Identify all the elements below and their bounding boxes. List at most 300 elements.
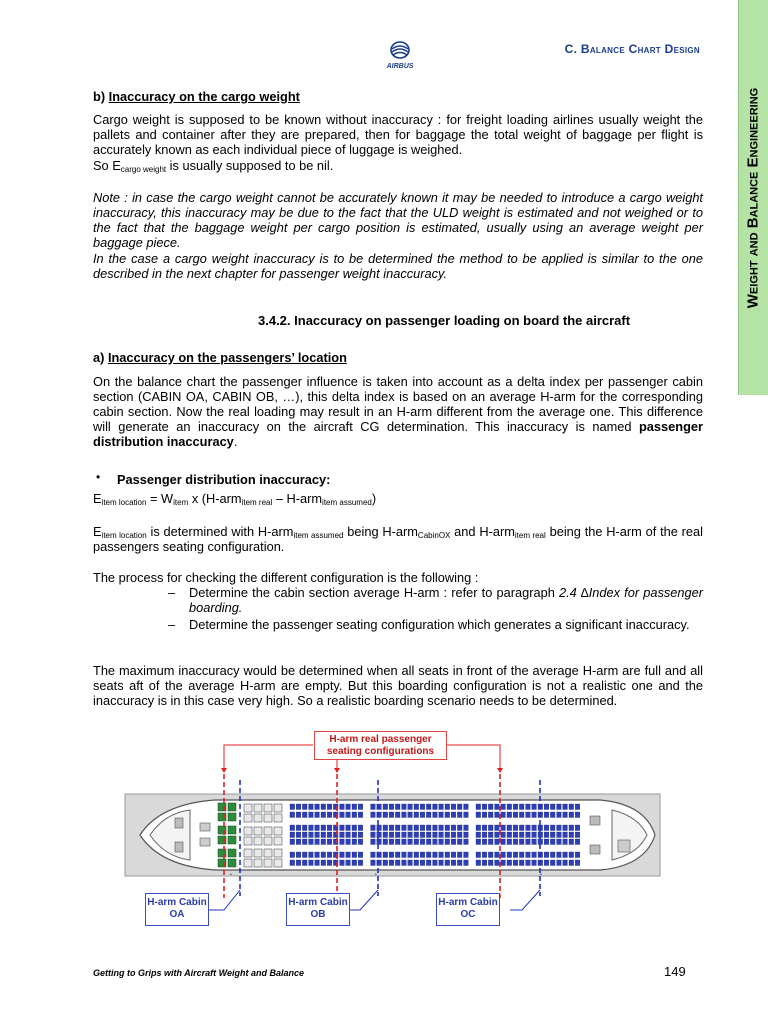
seat (352, 860, 357, 866)
seat (228, 813, 236, 821)
seat (383, 804, 388, 810)
seat (254, 827, 262, 835)
seat (557, 839, 562, 845)
seat (321, 804, 326, 810)
seat (563, 832, 568, 838)
seat (575, 812, 580, 818)
formula-minus: – H-arm (272, 491, 323, 506)
cargo-p2-sub: cargo weight (120, 165, 167, 174)
explain-t5: being the H-arm of the real passengers seating configuration. (93, 524, 703, 554)
seat (254, 859, 262, 867)
seat (569, 812, 574, 818)
seat (575, 860, 580, 866)
seat (389, 812, 394, 818)
seat (371, 852, 376, 858)
seat (495, 812, 500, 818)
seat (302, 804, 307, 810)
side-tab-label-wrap (738, 0, 768, 395)
seat (550, 852, 555, 858)
seat (451, 804, 456, 810)
economy-seats (290, 804, 580, 866)
seat (557, 804, 562, 810)
seat (457, 860, 462, 866)
seat (557, 832, 562, 838)
seat (544, 832, 549, 838)
seat (488, 825, 493, 831)
seat (346, 860, 351, 866)
seat (389, 852, 394, 858)
formula (93, 491, 376, 506)
seat (264, 804, 272, 812)
seat (352, 812, 357, 818)
seat (346, 839, 351, 845)
seat (321, 852, 326, 858)
cargo-paragraph-2 (93, 158, 703, 173)
seat (420, 852, 425, 858)
seat (501, 825, 506, 831)
seat (426, 832, 431, 838)
cabin-marker: • (230, 872, 232, 878)
lavatory-block (590, 816, 600, 825)
leader-ob (348, 890, 378, 910)
formula-assumed-sub: item assumed (322, 498, 372, 507)
seat (513, 825, 518, 831)
seat (420, 839, 425, 845)
seat (482, 852, 487, 858)
seat (296, 832, 301, 838)
seat (228, 859, 236, 867)
seat (315, 852, 320, 858)
seat (445, 860, 450, 866)
seat (488, 812, 493, 818)
location-p1-end: . (233, 434, 238, 449)
seat (383, 812, 388, 818)
seat (383, 860, 388, 866)
seat (244, 837, 252, 845)
seat (451, 839, 456, 845)
cargo-paragraph-1: Cargo weight is supposed to be known without inaccuracy : for freight loading airlines usually weight the pallets and container after they are prepared, then for baggage the total weight of baggage per flight is accurately known as each individual piece of luggage is weighed. (93, 112, 703, 157)
seat (482, 825, 487, 831)
seat (218, 826, 226, 834)
location-heading-prefix: a) (93, 350, 108, 365)
seat (519, 825, 524, 831)
seat (544, 852, 549, 858)
seat (327, 832, 332, 838)
seat (495, 832, 500, 838)
seat (439, 825, 444, 831)
seat (340, 825, 345, 831)
seat (569, 839, 574, 845)
seat (563, 825, 568, 831)
seat (395, 804, 400, 810)
seat (346, 812, 351, 818)
seat (254, 849, 262, 857)
seat (296, 852, 301, 858)
seat (507, 860, 512, 866)
section-header-title: C. Balance Chart Design (564, 42, 700, 56)
process-item-2: Determine the passenger seating configuration which generates a significant inaccuracy. (189, 617, 690, 632)
seat (513, 852, 518, 858)
seat (408, 832, 413, 838)
seat (495, 860, 500, 866)
seat (519, 832, 524, 838)
seat (544, 825, 549, 831)
explain-paragraph (93, 524, 703, 554)
seat (532, 839, 537, 845)
footer-page-number: 149 (664, 964, 686, 979)
airbus-logo (382, 40, 418, 64)
seat (290, 860, 295, 866)
formula-real-sub: item real (241, 498, 273, 507)
seat (340, 852, 345, 858)
seat (563, 804, 568, 810)
seat (550, 860, 555, 866)
seat (302, 812, 307, 818)
seat (358, 860, 363, 866)
seat (445, 812, 450, 818)
formula-w-sub: item (173, 498, 189, 507)
seat (346, 804, 351, 810)
seat (488, 852, 493, 858)
leader-oc (510, 890, 540, 910)
seat (408, 812, 413, 818)
seat (371, 839, 376, 845)
seat (254, 837, 262, 845)
seat (433, 804, 438, 810)
max-inaccuracy-paragraph: The maximum inaccuracy would be determined when all seats in front of the average H-arm are full and all seats aft of the average H-arm are empty. But this boarding configuration is not a realistic one and the inaccuracy is in this case very high. So a realistic boarding scenario needs to be determined. (93, 663, 703, 708)
seat (488, 804, 493, 810)
seat (495, 839, 500, 845)
seat (426, 825, 431, 831)
seat (451, 832, 456, 838)
seat (526, 852, 531, 858)
seat (563, 812, 568, 818)
seat (488, 832, 493, 838)
seat (464, 839, 469, 845)
seat (476, 825, 481, 831)
seat (476, 860, 481, 866)
seat (482, 804, 487, 810)
seat (218, 813, 226, 821)
seat (544, 812, 549, 818)
seat (309, 812, 314, 818)
cargo-p2-end: is usually supposed to be nil. (166, 158, 334, 173)
seat (315, 839, 320, 845)
airbus-logo-text: AIRBUS (386, 63, 414, 70)
seat (244, 814, 252, 822)
seat (296, 860, 301, 866)
seat (532, 825, 537, 831)
seat (309, 860, 314, 866)
seat (358, 839, 363, 845)
seat (264, 837, 272, 845)
seat (457, 812, 462, 818)
leader-oa (208, 890, 240, 910)
seat (513, 804, 518, 810)
seat (476, 852, 481, 858)
seat (457, 825, 462, 831)
explain-t2: is determined with H-arm (146, 524, 294, 539)
harm-box-cabin-oc: H-arm Cabin OC (436, 893, 500, 926)
seat (426, 852, 431, 858)
seat (439, 860, 444, 866)
seat (389, 860, 394, 866)
seat (445, 832, 450, 838)
seat (426, 812, 431, 818)
seat (228, 803, 236, 811)
seat (358, 825, 363, 831)
seat (513, 860, 518, 866)
seat (352, 852, 357, 858)
seat (433, 852, 438, 858)
seat (340, 804, 345, 810)
seat (563, 839, 568, 845)
explain-s1: item location (101, 531, 147, 540)
seat (501, 860, 506, 866)
seat (439, 852, 444, 858)
seat (402, 832, 407, 838)
seat (451, 812, 456, 818)
seat (244, 804, 252, 812)
seat (550, 825, 555, 831)
seat (371, 812, 376, 818)
explain-t3: being H-arm (343, 524, 418, 539)
seat (321, 839, 326, 845)
seat (451, 825, 456, 831)
seat (557, 852, 562, 858)
bullet-dot: • (96, 470, 101, 484)
seat (414, 860, 419, 866)
seat (532, 852, 537, 858)
seat (488, 839, 493, 845)
seat (420, 860, 425, 866)
seat (575, 825, 580, 831)
explain-t4: and H-arm (450, 524, 515, 539)
seat (457, 832, 462, 838)
cargo-heading-prefix: b) (93, 89, 109, 104)
location-p1: On the balance chart the passenger influence is taken into account as a delta index per passenger cabin section (CABIN OA, CABIN OB, …), this delta index is based on an average H-arm for the corresponding cabin section. Now the real loading may result in an H-arm different from the average one. This difference will generate an inaccuracy on the aircraft CG determination. This inaccuracy is named (93, 374, 703, 434)
seat (264, 859, 272, 867)
seat (526, 860, 531, 866)
seat (218, 836, 226, 844)
cargo-heading (93, 89, 300, 104)
seat (352, 804, 357, 810)
seat (402, 839, 407, 845)
seat (358, 852, 363, 858)
seat (488, 860, 493, 866)
seat (495, 804, 500, 810)
seat (254, 814, 262, 822)
seat (526, 832, 531, 838)
seat (414, 852, 419, 858)
process-item-1-ref: 2.4 ∆Index for passenger boarding. (189, 585, 703, 615)
seat (327, 804, 332, 810)
seat (346, 825, 351, 831)
seat (550, 839, 555, 845)
seat (439, 812, 444, 818)
seat (321, 825, 326, 831)
seat (383, 839, 388, 845)
seat (519, 852, 524, 858)
footer-book-title: Getting to Grips with Aircraft Weight and Balance (93, 968, 305, 978)
seat (476, 812, 481, 818)
seat (526, 839, 531, 845)
seat (302, 852, 307, 858)
seat (433, 825, 438, 831)
seat (389, 825, 394, 831)
seat (507, 825, 512, 831)
seat (274, 859, 282, 867)
seat (402, 860, 407, 866)
seat (371, 832, 376, 838)
formula-mid: x (H-arm (188, 491, 242, 506)
seat (264, 827, 272, 835)
seat (420, 804, 425, 810)
arrow-head (221, 768, 227, 773)
seat (501, 832, 506, 838)
seat (309, 832, 314, 838)
seat (414, 839, 419, 845)
seat (228, 826, 236, 834)
seat (501, 804, 506, 810)
seat (395, 839, 400, 845)
seat (327, 839, 332, 845)
callout-connector-left (224, 745, 313, 768)
seat (507, 839, 512, 845)
seat (501, 852, 506, 858)
seat (228, 836, 236, 844)
seat (408, 852, 413, 858)
airbus-logo-icon (382, 40, 418, 64)
seat (482, 832, 487, 838)
seat (445, 839, 450, 845)
seat (327, 812, 332, 818)
seat (290, 825, 295, 831)
process-item-1 (189, 585, 703, 615)
seat (464, 825, 469, 831)
seat (575, 804, 580, 810)
seat (395, 832, 400, 838)
seat (557, 825, 562, 831)
seat (218, 849, 226, 857)
seat (315, 804, 320, 810)
seat (346, 852, 351, 858)
callout-connector-right (445, 745, 500, 768)
location-heading (93, 350, 347, 365)
seat (383, 825, 388, 831)
seat (495, 852, 500, 858)
bullet-label: Passenger distribution inaccuracy: (117, 472, 331, 487)
harm-box-cabin-oa: H-arm Cabin OA (145, 893, 209, 926)
galley-block (175, 818, 183, 828)
seat (408, 839, 413, 845)
seat (426, 804, 431, 810)
seat (426, 839, 431, 845)
seat (575, 852, 580, 858)
cargo-note-2: In the case a cargo weight inaccuracy is to be determined the method to be applied is similar to the one described in the next chapter for passenger weight inaccuracy. (93, 251, 703, 281)
seat (315, 860, 320, 866)
seat (569, 852, 574, 858)
seat (395, 860, 400, 866)
seat (420, 825, 425, 831)
galley-block (200, 823, 210, 831)
seat (563, 860, 568, 866)
process-dash-2: – (168, 617, 176, 632)
seat (519, 839, 524, 845)
seat (315, 812, 320, 818)
seat (218, 859, 226, 867)
seat (218, 803, 226, 811)
seat (575, 832, 580, 838)
seat (439, 839, 444, 845)
seat (244, 849, 252, 857)
seat (544, 839, 549, 845)
seat (290, 832, 295, 838)
seat (402, 812, 407, 818)
seat (464, 812, 469, 818)
seat (340, 812, 345, 818)
seat (302, 860, 307, 866)
seat (290, 852, 295, 858)
seat (414, 812, 419, 818)
seat (439, 804, 444, 810)
seat (302, 832, 307, 838)
seat (495, 825, 500, 831)
seat (321, 860, 326, 866)
cabin-marker: • (375, 872, 377, 878)
seat (327, 825, 332, 831)
seat (352, 839, 357, 845)
seat (445, 804, 450, 810)
seat (358, 804, 363, 810)
seat (507, 812, 512, 818)
callout-real-harm: H-arm real passenger seating configurations (314, 731, 447, 760)
seat (532, 812, 537, 818)
seat (476, 839, 481, 845)
section-title: 3.4.2. Inaccuracy on passenger loading on board the aircraft (258, 313, 631, 328)
seat (346, 832, 351, 838)
seat (557, 812, 562, 818)
seat (352, 825, 357, 831)
galley-block (175, 842, 183, 852)
explain-s3: CabinOX (417, 531, 451, 540)
seat (402, 804, 407, 810)
cargo-heading-text: Inaccuracy on the cargo weight (108, 89, 300, 104)
seat (402, 852, 407, 858)
seat (395, 812, 400, 818)
seat (315, 825, 320, 831)
seat (507, 832, 512, 838)
seat (426, 860, 431, 866)
seat (389, 839, 394, 845)
seat (464, 804, 469, 810)
seat (358, 832, 363, 838)
seat (274, 814, 282, 822)
seat (464, 832, 469, 838)
process-intro: The process for checking the different configuration is the following : (93, 570, 479, 585)
seat (264, 849, 272, 857)
seat (352, 832, 357, 838)
seat (433, 832, 438, 838)
seat (532, 860, 537, 866)
seat (532, 804, 537, 810)
seat (451, 860, 456, 866)
seat (274, 804, 282, 812)
seat (457, 839, 462, 845)
seat (274, 827, 282, 835)
formula-close: ) (371, 491, 377, 506)
seat (244, 859, 252, 867)
